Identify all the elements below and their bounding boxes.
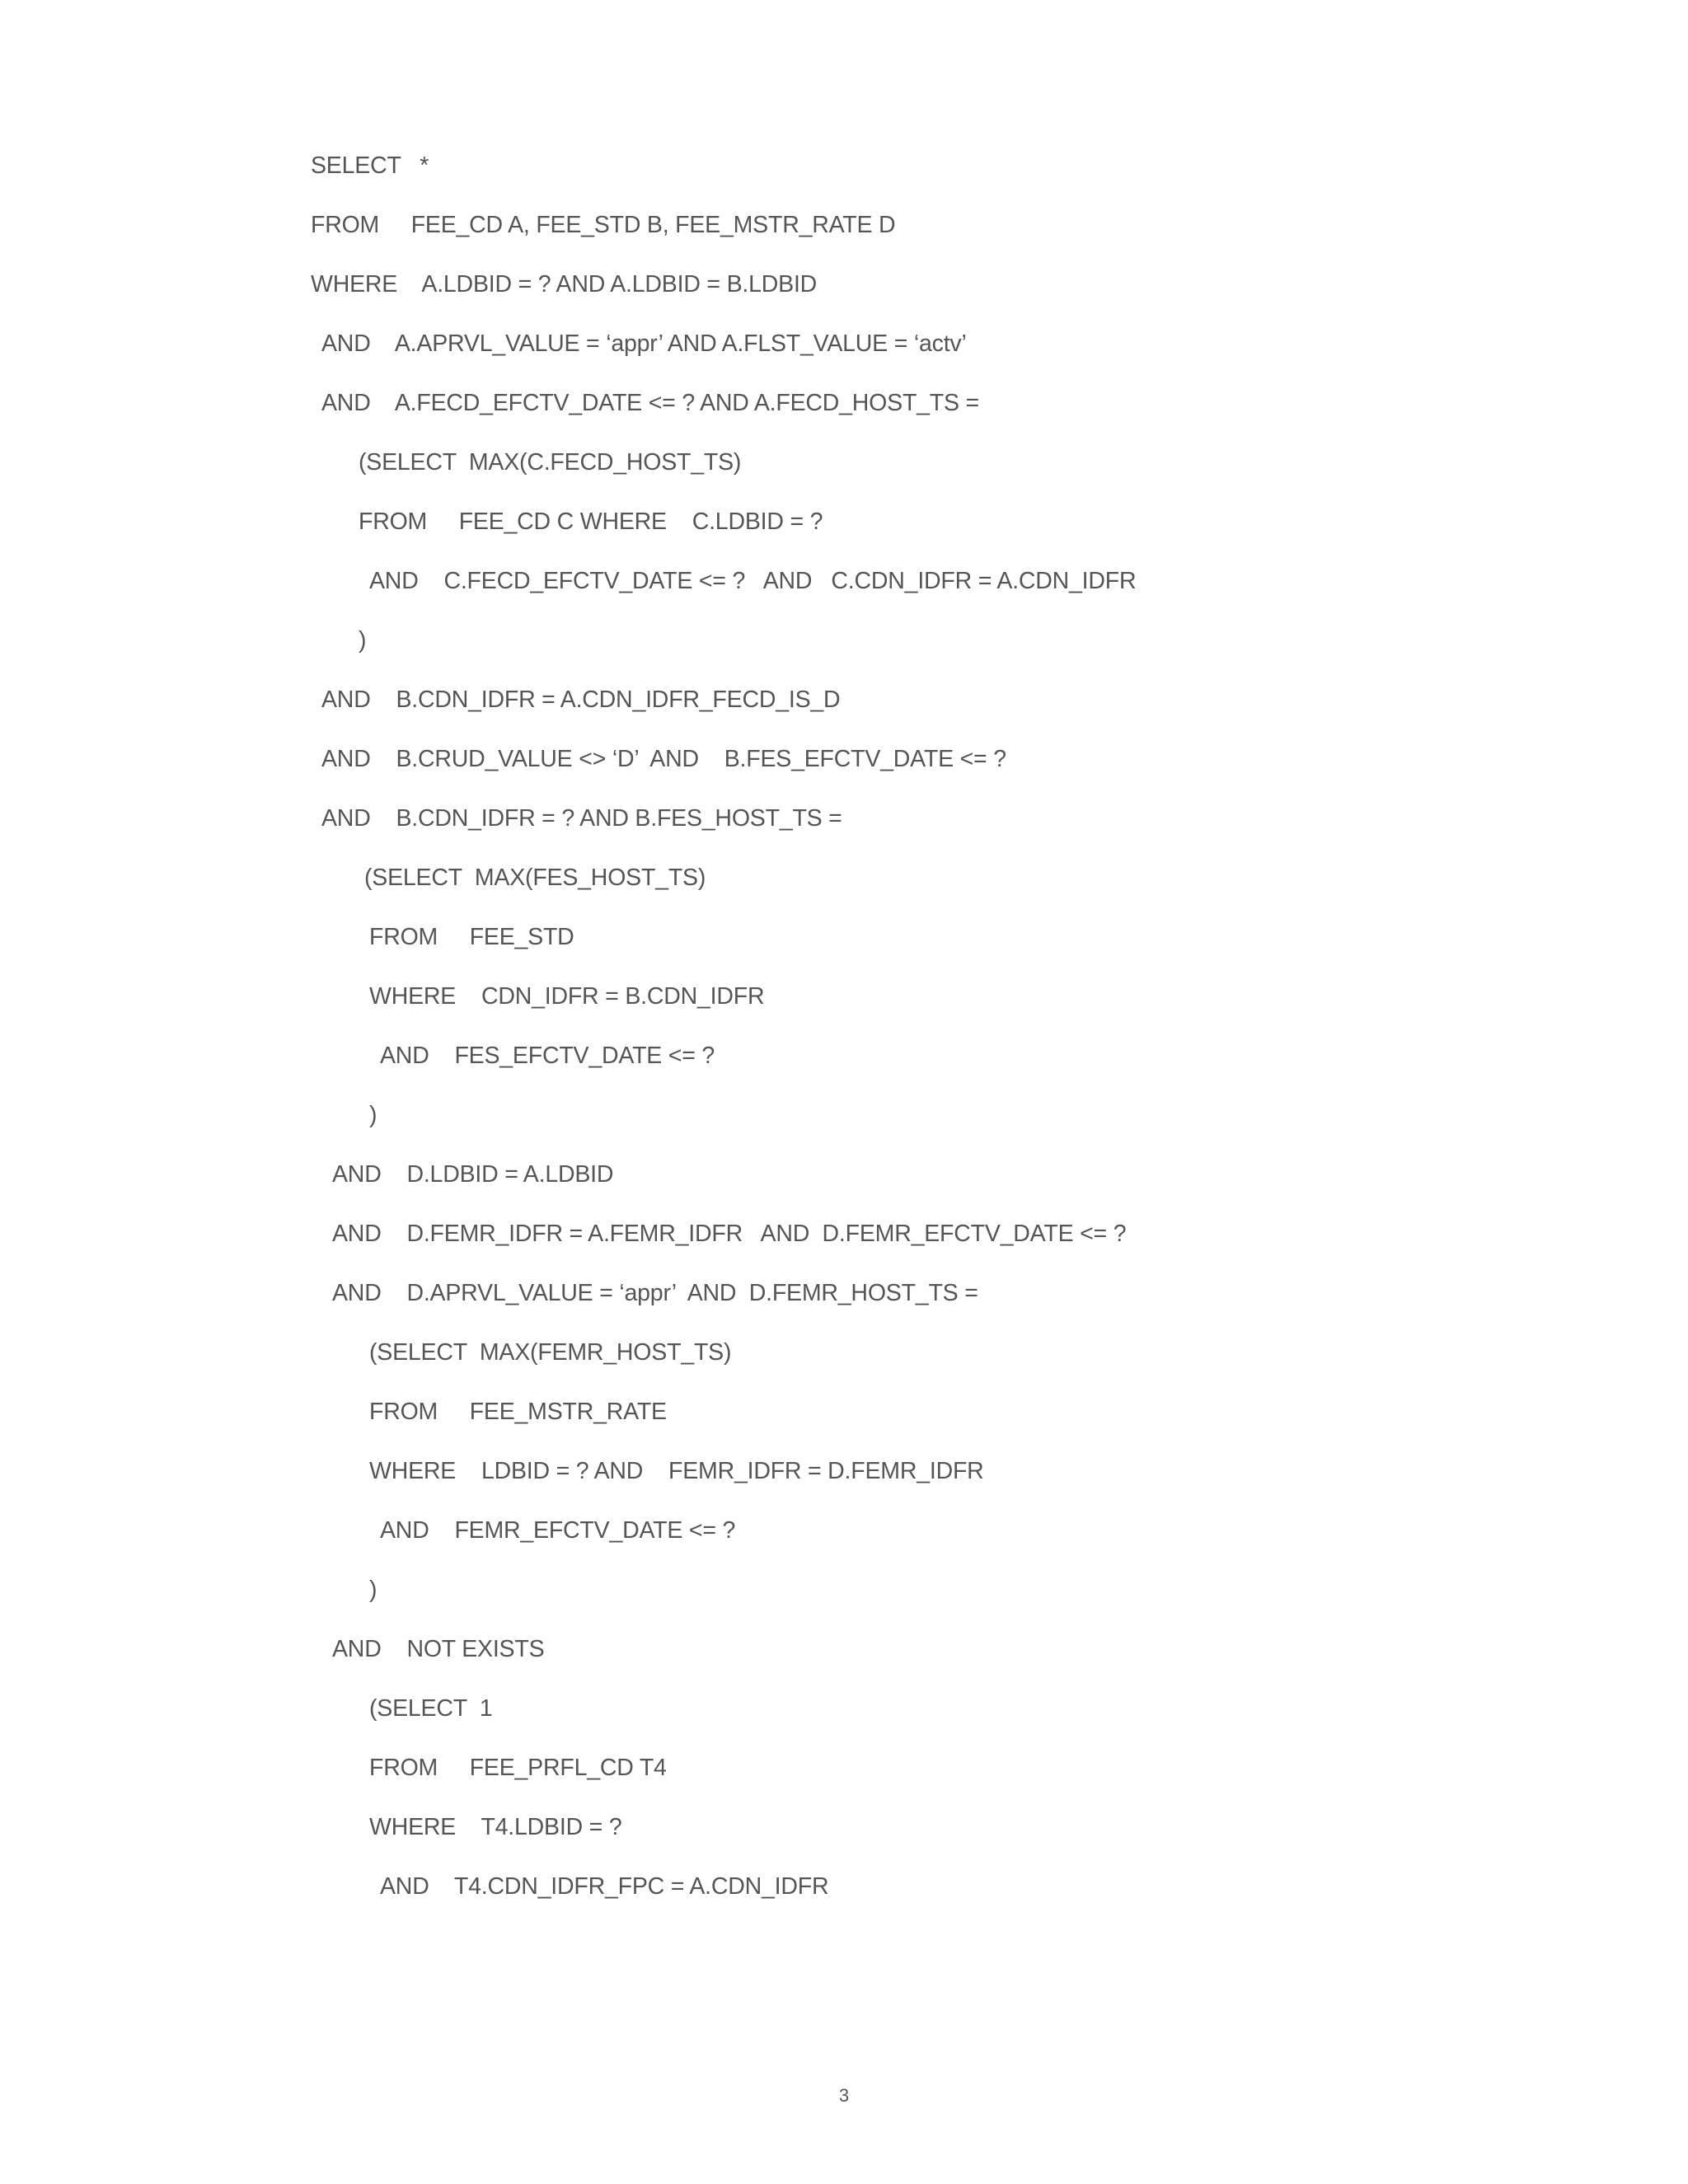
sql-line: AND C.FECD_EFCTV_DATE <= ? AND C.CDN_IDFR = A.CDN_IDFR <box>369 568 1137 594</box>
sql-line: FROM FEE_STD <box>369 924 574 950</box>
sql-line: AND T4.CDN_IDFR_FPC = A.CDN_IDFR <box>380 1873 829 1900</box>
sql-line: AND D.APRVL_VALUE = ‘appr’ AND D.FEMR_HOST_TS = <box>332 1280 978 1306</box>
sql-line: AND B.CDN_IDFR = A.CDN_IDFR_FECD_IS_D <box>321 687 841 713</box>
sql-line: FROM FEE_MSTR_RATE <box>369 1399 667 1425</box>
sql-line: ) <box>369 1102 377 1128</box>
page-number: 3 <box>838 2085 850 2106</box>
sql-line: SELECT * <box>311 152 429 179</box>
sql-line: AND NOT EXISTS <box>332 1636 545 1662</box>
sql-line: (SELECT MAX(C.FECD_HOST_TS) <box>359 449 742 476</box>
sql-line: AND D.LDBID = A.LDBID <box>332 1161 614 1188</box>
sql-line: AND FES_EFCTV_DATE <= ? <box>380 1043 715 1069</box>
sql-line: AND FEMR_EFCTV_DATE <= ? <box>380 1517 736 1544</box>
sql-line: (SELECT MAX(FES_HOST_TS) <box>364 865 706 891</box>
sql-line: (SELECT 1 <box>369 1695 493 1722</box>
sql-line: AND A.APRVL_VALUE = ‘appr’ AND A.FLST_VALUE = ‘actv’ <box>321 330 967 357</box>
sql-line: FROM FEE_PRFL_CD T4 <box>369 1755 667 1781</box>
sql-line: AND B.CDN_IDFR = ? AND B.FES_HOST_TS = <box>321 805 842 832</box>
sql-line: AND D.FEMR_IDFR = A.FEMR_IDFR AND D.FEMR_EFCTV_DATE <= ? <box>332 1221 1127 1247</box>
sql-line: AND A.FECD_EFCTV_DATE <= ? AND A.FECD_HOST_TS = <box>321 390 979 416</box>
sql-line: (SELECT MAX(FEMR_HOST_TS) <box>369 1339 732 1366</box>
sql-line: WHERE LDBID = ? AND FEMR_IDFR = D.FEMR_IDFR <box>369 1458 984 1484</box>
sql-line: ) <box>369 1577 377 1603</box>
sql-line: WHERE T4.LDBID = ? <box>369 1814 622 1840</box>
sql-line: WHERE CDN_IDFR = B.CDN_IDFR <box>369 983 765 1010</box>
sql-line: WHERE A.LDBID = ? AND A.LDBID = B.LDBID <box>311 271 818 298</box>
sql-line: FROM FEE_CD C WHERE C.LDBID = ? <box>359 509 823 535</box>
sql-line: ) <box>359 627 367 654</box>
sql-line: FROM FEE_CD A, FEE_STD B, FEE_MSTR_RATE D <box>311 212 896 238</box>
sql-line: AND B.CRUD_VALUE <> ‘D’ AND B.FES_EFCTV_DATE <= ? <box>321 746 1006 772</box>
